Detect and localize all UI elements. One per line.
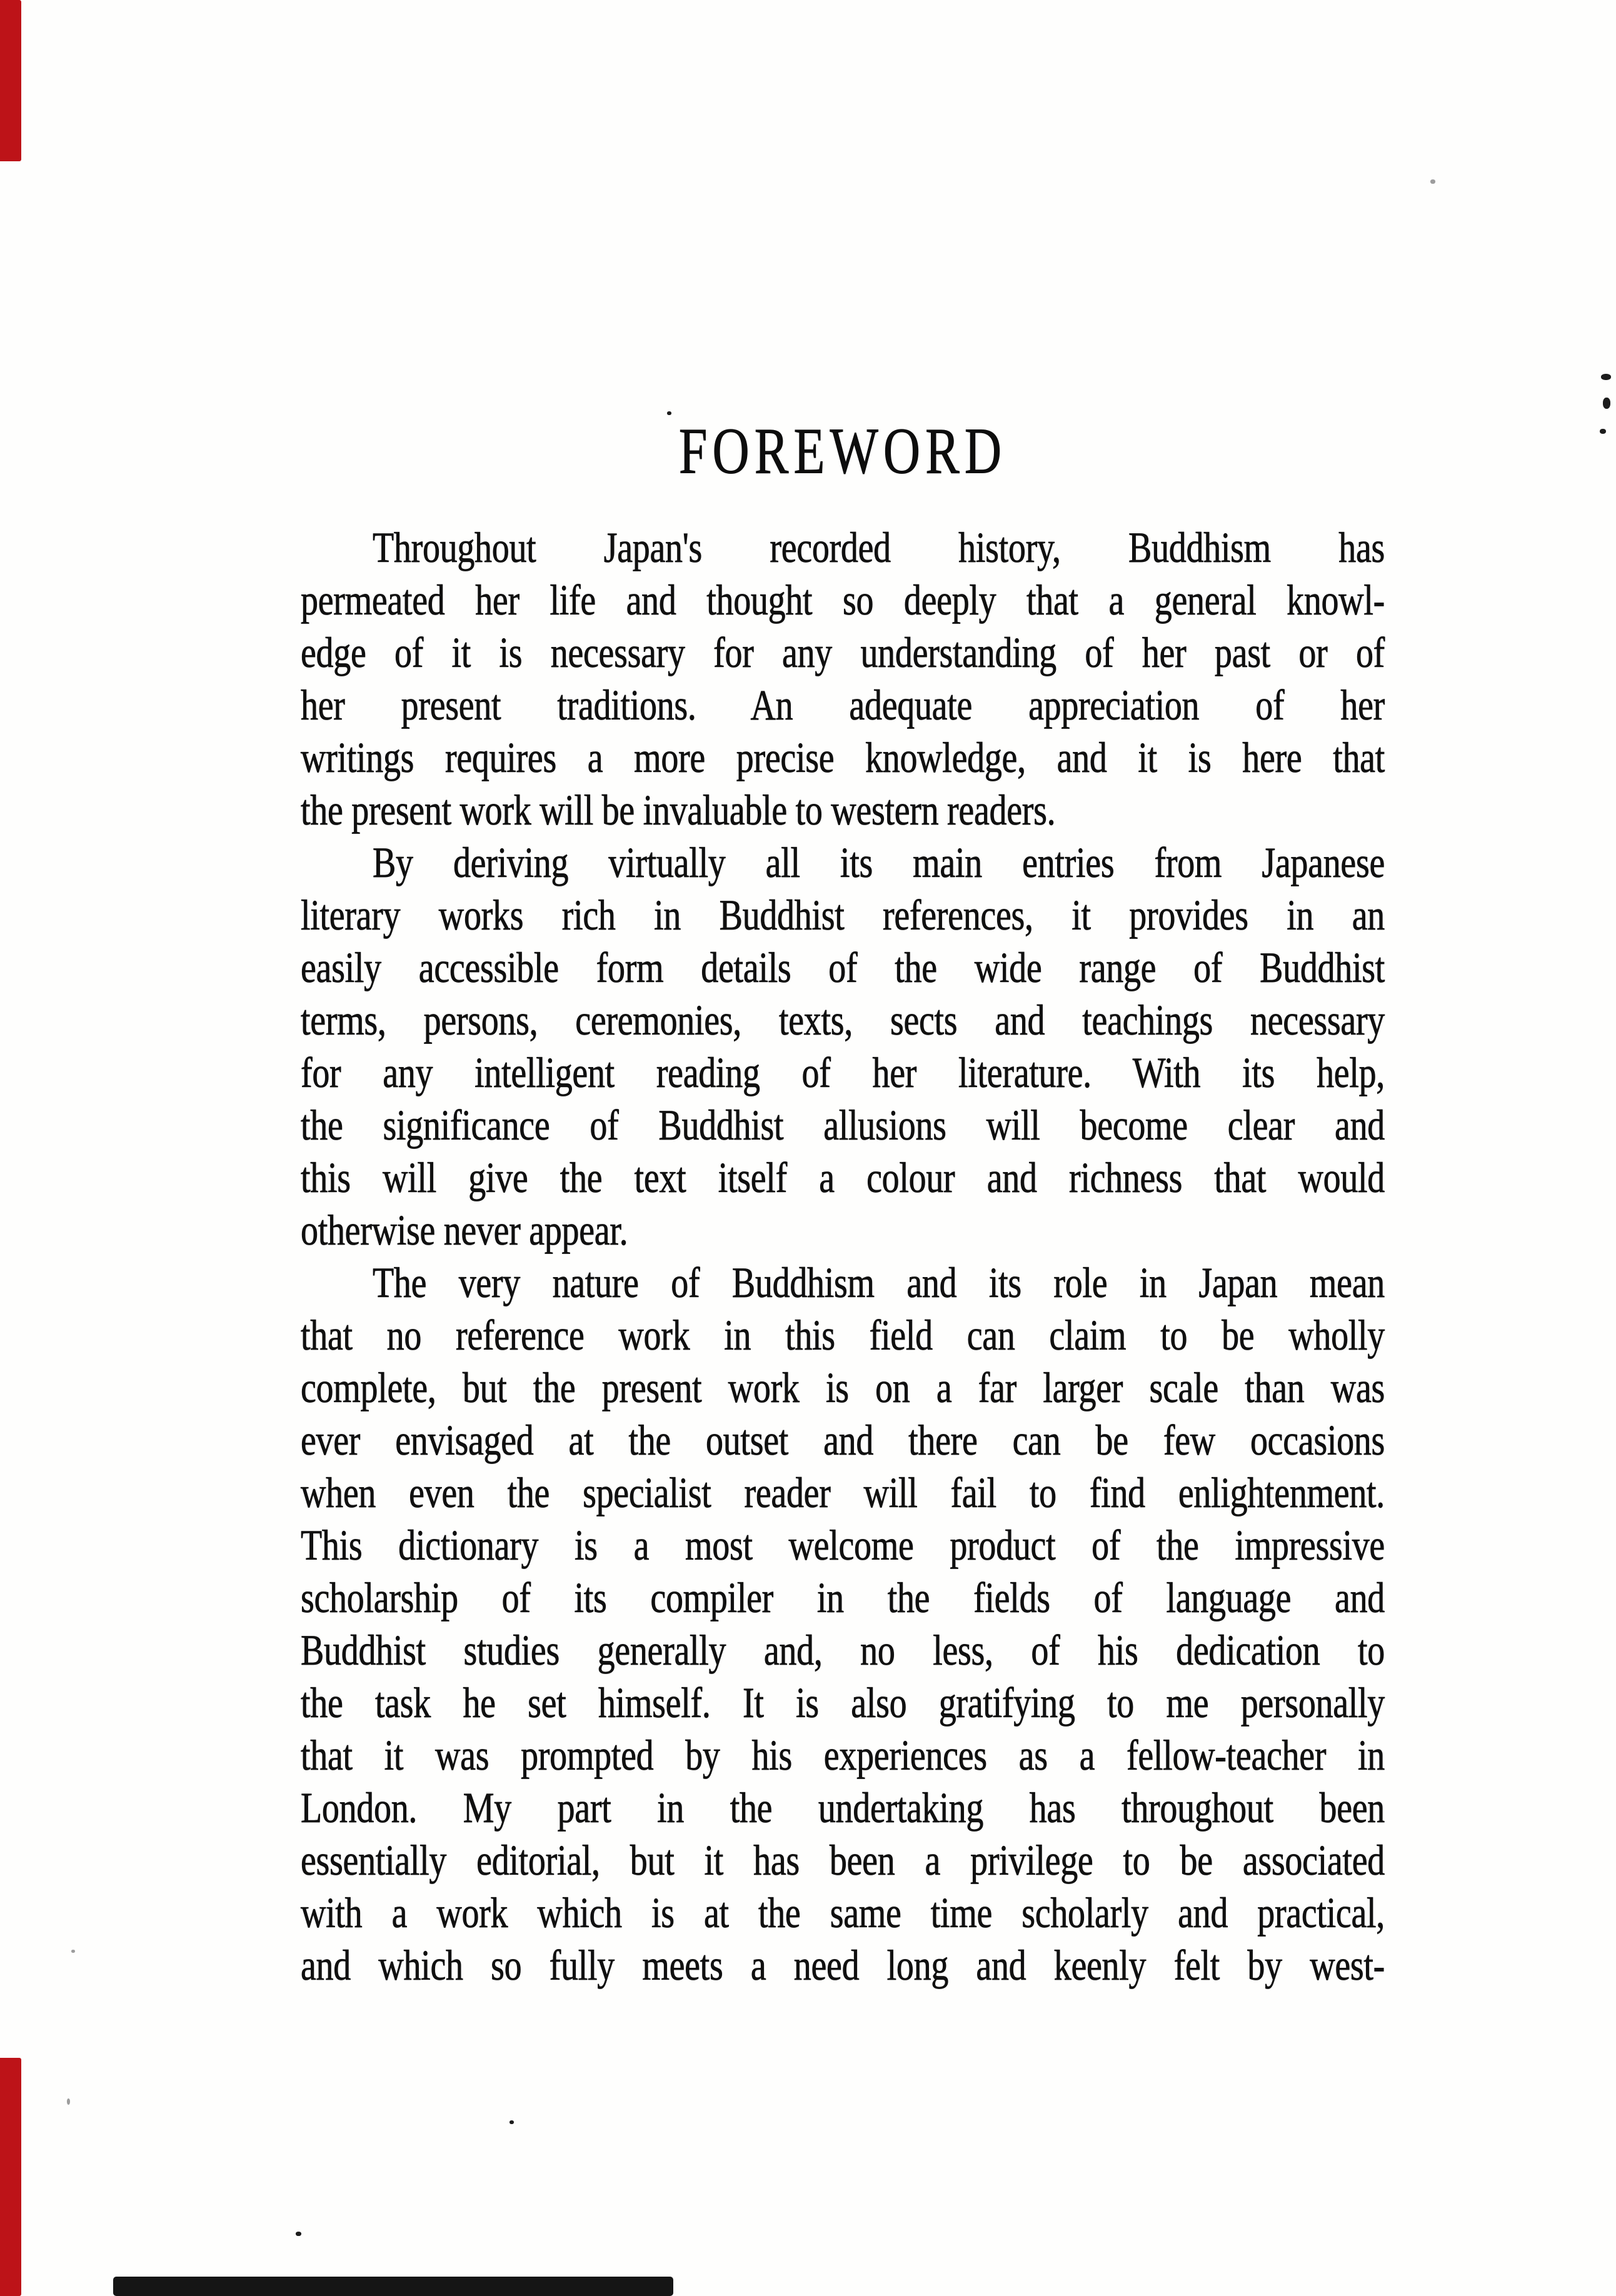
text-block (301, 0, 1385, 2296)
text-line: ever envisaged at the outset and there can be few occasions (301, 1417, 1385, 1465)
text-line: This dictionary is a most welcome product of the impressive (301, 1522, 1385, 1570)
text-line: scholarship of its compiler in the fields of language and (301, 1575, 1385, 1622)
text-line: that it was prompted by his experiences as a fellow-teacher in (301, 1732, 1385, 1780)
text-line: By deriving virtually all its main entries from Japanese (373, 840, 1385, 887)
text-line: when even the specialist reader will fail to find enlightenment. (301, 1470, 1385, 1517)
ink-speck (1601, 374, 1611, 380)
red-edge-strip (0, 0, 21, 161)
text-line: this will give the text itself a colour and richness that would (301, 1155, 1385, 1202)
text-line: her present traditions. An adequate appreciation of her (301, 682, 1385, 729)
ink-speck (67, 2098, 70, 2105)
text-line: terms, persons, ceremonies, texts, sects and teachings necessary (301, 997, 1385, 1045)
text-line: essentially editorial, but it has been a privilege to be associated (301, 1837, 1385, 1885)
page-title: FOREWORD (678, 414, 1007, 488)
text-line: writings requires a more precise knowledge, and it is here that (301, 734, 1385, 782)
text-line: and which so fully meets a need long and keenly felt by west- (301, 1942, 1385, 1990)
text-line: edge of it is necessary for any understanding of her past or of (301, 629, 1385, 677)
red-edge-strip (0, 2058, 21, 2296)
ink-speck (71, 1950, 75, 1953)
text-line: the significance of Buddhist allusions will become clear and (301, 1102, 1385, 1150)
ink-speck (1430, 179, 1435, 184)
text-line: for any intelligent reading of her literature. With its help, (301, 1050, 1385, 1097)
text-line: Throughout Japan's recorded history, Buddhism has (373, 524, 1385, 572)
text-line: complete, but the present work is on a far larger scale than was (301, 1365, 1385, 1412)
text-line: The very nature of Buddhism and its role in Japan mean (373, 1260, 1385, 1307)
text-line: Buddhist studies generally and, no less, of his dedication to (301, 1627, 1385, 1675)
text-line: with a work which is at the same time scholarly and practical, (301, 1890, 1385, 1937)
text-line: that no reference work in this field can claim to be wholly (301, 1312, 1385, 1360)
text-line: otherwise never appear. (301, 1207, 628, 1255)
ink-speck (667, 411, 671, 415)
scanner-shadow-bar (113, 2277, 673, 2296)
text-line: permeated her life and thought so deeply that a general knowl- (301, 577, 1385, 624)
ink-speck (509, 2120, 514, 2124)
ink-speck (296, 2232, 301, 2236)
ink-speck (1600, 429, 1606, 434)
text-line: the present work will be invaluable to western readers. (301, 787, 1056, 835)
text-line: easily accessible form details of the wide range of Buddhist (301, 945, 1385, 992)
text-line: the task he set himself. It is also gratifying to me personally (301, 1680, 1385, 1727)
text-line: literary works rich in Buddhist references, it provides in an (301, 892, 1385, 940)
ink-speck (1603, 398, 1610, 409)
foreword-text (301, 523, 1385, 1993)
text-line: London. My part in the undertaking has throughout been (301, 1785, 1385, 1832)
